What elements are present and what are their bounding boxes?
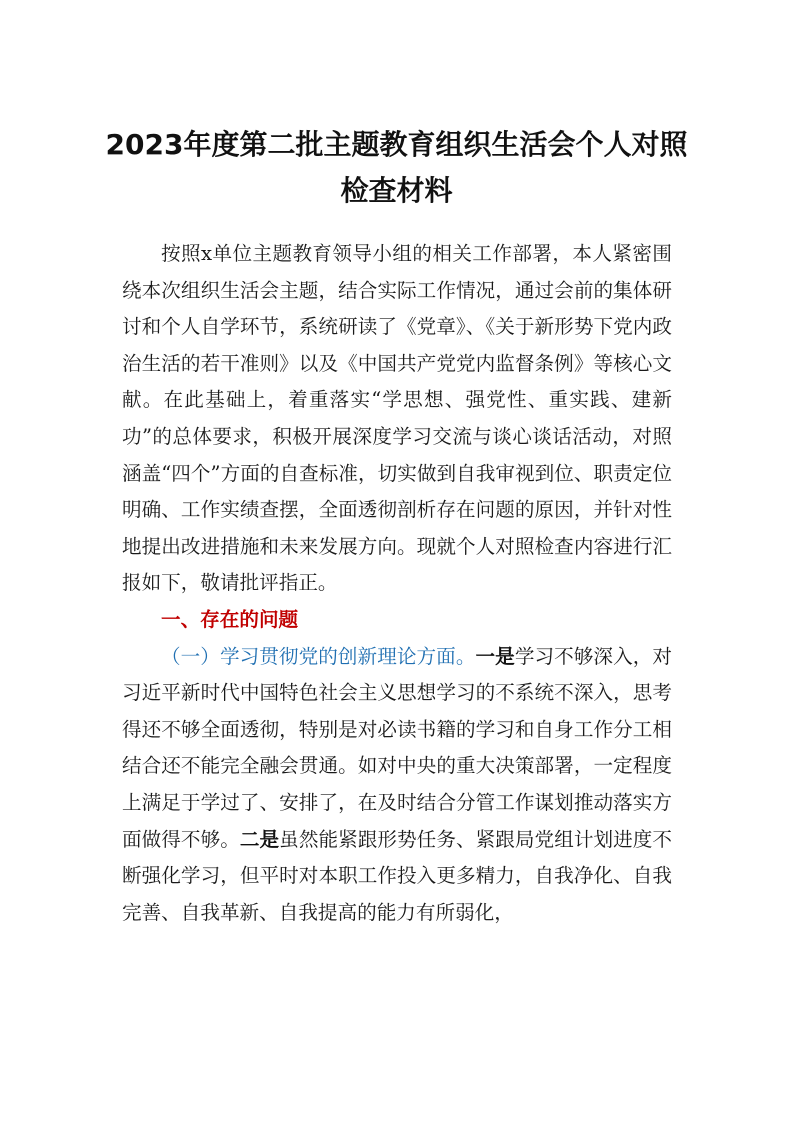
intro-paragraph: 按照x单位主题教育领导小组的相关工作部署，本人紧密围绕本次组织生活会主题，结合实际工作情况，通过会前的集体研讨和个人自学环节，系统研读了《党章》、《关于新形势下党内政治生活的若干准则》以及《中国共产党党内监督条例》等核心文献。在此基础上，着重落实“学思想、强党性、重实践、建新功”的总体要求，积极开展深度学习交流与谈心谈话活动，对照涵盖“四个”方面的自查标准，切实做到自我审视到位、职责定位明确、工作实绩查摆，全面透彻剖析存在问题的原因，并针对性地提出改进措施和未来发展方向。现就个人对照检查内容进行汇报如下，敬请批评指正。 — [122, 242, 672, 595]
point-label-second: 二是 — [239, 827, 280, 851]
document-body — [122, 236, 672, 931]
point-label-first: 一是 — [475, 644, 515, 668]
problem-paragraph — [122, 639, 672, 932]
subsection-heading-theory: （一）学习贯彻党的创新理论方面。 — [161, 644, 476, 668]
point-text-second: 虽然能紧跟形势任务、紧跟局党组计划进度不断强化学习，但平时对本职工作投入更多精力，自我净化、自我完善、自我革新、自我提高的能力有所弱化， — [122, 827, 673, 924]
document-title: 2023年度第二批主题教育组织生活会个人对照检查材料 — [105, 128, 688, 207]
point-text-first: 学习不够深入，对习近平新时代中国特色社会主义思想学习的不系统不深入，思考得还不够全面透彻，特别是对必读书籍的学习和自身工作分工相结合还不能完全融会贯通。如对中央的重大决策部署，一定程度上满足于学过了、安排了，在及时结合分管工作谋划推动落实方面做得不够。 — [122, 644, 672, 851]
section-heading-problems: 一、存在的问题 — [161, 607, 299, 631]
